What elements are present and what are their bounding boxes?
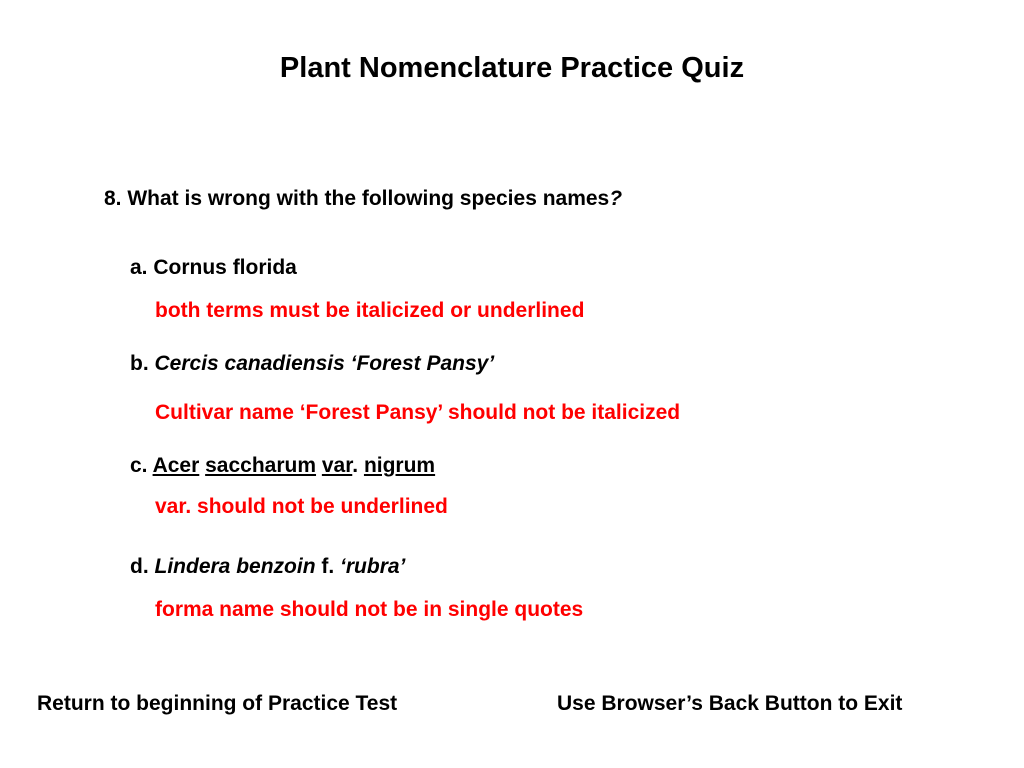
item-letter: c. bbox=[130, 454, 148, 477]
variety-epithet: nigrum bbox=[363, 454, 436, 477]
return-to-beginning-link[interactable]: Return to beginning of Practice Test bbox=[37, 692, 398, 715]
item-c bbox=[130, 454, 435, 478]
item-b bbox=[130, 352, 494, 376]
rank-abbrev: f. bbox=[321, 555, 335, 578]
forma-name: ‘rubra’ bbox=[340, 555, 406, 578]
question-text: 8. What is wrong with the following species names bbox=[104, 187, 610, 210]
question-mark: ? bbox=[609, 187, 623, 210]
species-name: Cercis canadiensis ‘Forest Pansy’ bbox=[154, 352, 495, 375]
binomial-name: Lindera benzoin bbox=[154, 555, 316, 578]
question-8 bbox=[104, 187, 622, 211]
species-epithet: saccharum bbox=[205, 454, 317, 477]
genus-name: Acer bbox=[152, 454, 200, 477]
answer-b: Cultivar name ‘Forest Pansy’ should not be italicized bbox=[155, 401, 681, 424]
exit-instruction: Use Browser’s Back Button to Exit bbox=[557, 692, 903, 715]
answer-a: both terms must be italicized or underlined bbox=[155, 299, 585, 322]
item-a bbox=[130, 256, 297, 280]
item-d bbox=[130, 555, 405, 579]
item-letter: d. bbox=[130, 555, 149, 578]
species-name: Cornus florida bbox=[153, 256, 297, 279]
answer-d: forma name should not be in single quotes bbox=[155, 598, 584, 621]
answer-c: var. should not be underlined bbox=[155, 495, 448, 518]
rank-dot: . bbox=[352, 454, 359, 477]
item-letter: b. bbox=[130, 352, 149, 375]
rank-abbrev: var bbox=[321, 454, 353, 477]
item-letter: a. bbox=[130, 256, 148, 279]
page-title: Plant Nomenclature Practice Quiz bbox=[279, 52, 745, 84]
